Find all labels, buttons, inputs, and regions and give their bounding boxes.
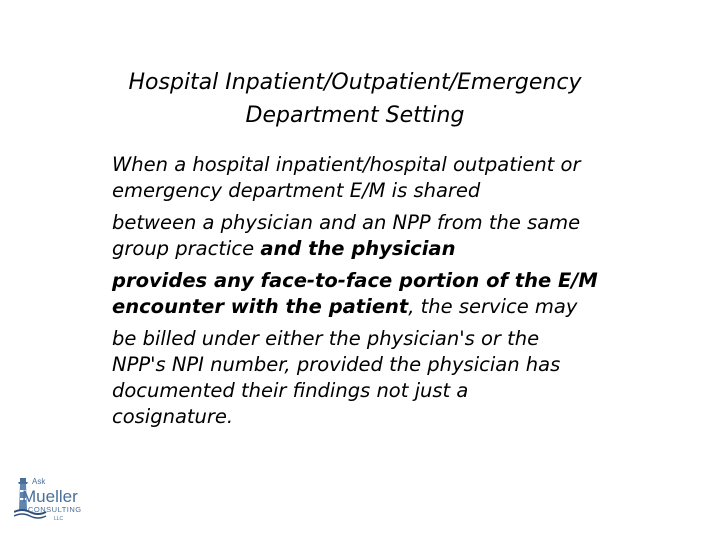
body-line [112,210,692,236]
body-paragraph [112,210,692,262]
text-run: , the service may [408,295,578,318]
slide-title-line-2: Department Setting [245,103,465,128]
text-run: emergency department E/M is shared [112,179,481,202]
text-run: group practice [112,237,261,260]
logo-word-mueller: Mueller [22,487,78,506]
slide-title-line-1: Hospital Inpatient/Outpatient/Emergency [128,70,582,95]
slide-title [60,66,650,132]
logo-word-llc: LLC [54,516,64,522]
body-line [112,378,692,404]
slide-body [112,152,692,436]
bold-text-run: provides any face-to-face portion of the E/M [112,269,598,292]
body-line [112,236,692,262]
text-run: between a physician and an NPP from the same [112,211,581,234]
logo-word-consulting: CONSULTING [28,505,82,514]
body-line [112,294,692,320]
text-run: NPP's NPI number, provided the physician has [112,353,561,376]
body-line [112,268,692,294]
text-run: When a hospital inpatient/hospital outpatient or [112,153,581,176]
body-line [112,178,692,204]
logo-word-ask: Ask [32,477,46,486]
body-paragraph [112,152,692,204]
text-run: cosignature. [112,405,234,428]
ask-mueller-consulting-logo [14,470,104,530]
text-run: documented their findings not just a [112,379,469,402]
bold-text-run: encounter with the patient [112,295,409,318]
text-run: be billed under either the physician's or the [112,327,540,350]
body-line [112,352,692,378]
body-line [112,404,692,430]
body-paragraph [112,268,692,320]
bold-text-run: and the physician [260,237,456,260]
body-paragraph [112,326,692,430]
body-line [112,152,692,178]
body-line [112,326,692,352]
